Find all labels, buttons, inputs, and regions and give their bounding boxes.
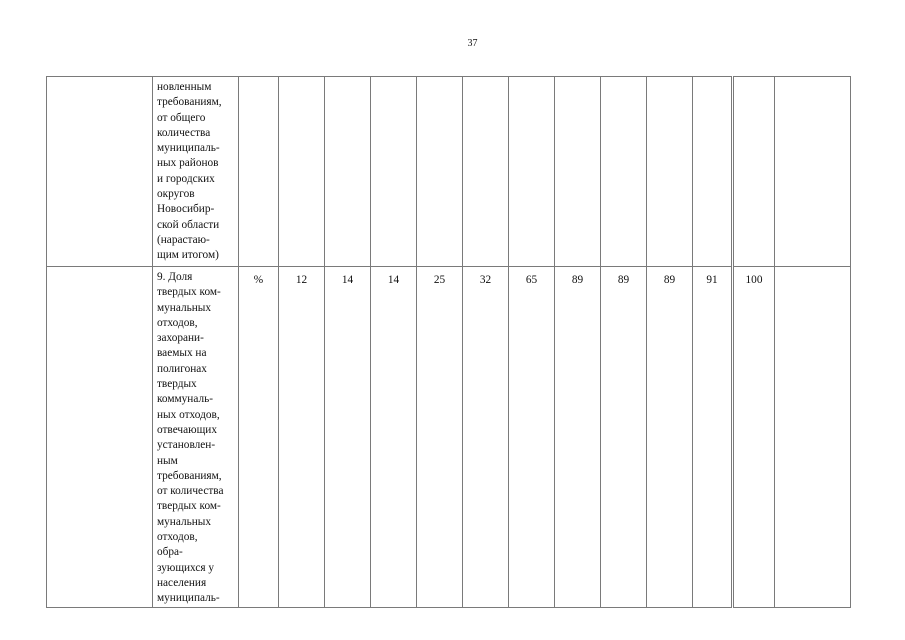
value-cell: 89: [647, 267, 693, 608]
value-cell: [555, 77, 601, 267]
table-row: [47, 77, 851, 267]
value-cell: [509, 77, 555, 267]
table-row: [47, 267, 851, 608]
index-cell: [47, 267, 153, 608]
value-cell: 91: [693, 267, 733, 608]
value-cell: 14: [325, 267, 371, 608]
value-cell: 12: [279, 267, 325, 608]
value-cell: 14: [371, 267, 417, 608]
value-cell: 25: [417, 267, 463, 608]
value-cell: [693, 77, 733, 267]
value-cell: [325, 77, 371, 267]
value-cell: [279, 77, 325, 267]
value-cell: 100: [733, 267, 775, 608]
indicator-description: новленным требованиям, от общего количества муниципаль- ных районов и городских округов Новосибир- ской области (нарастаю- щим итогом): [153, 77, 239, 267]
value-cell: 65: [509, 267, 555, 608]
value-cell: [417, 77, 463, 267]
indicator-description: 9. Доля твердых ком- мунальных отходов, захорани- ваемых на полигонах твердых коммуналь- ных отходов, отвечающих установлен- ным требованиям, от количества твердых ком- мунальных отходов, обра- зующихся у населения муниципаль-: [153, 267, 239, 608]
unit-cell: [239, 77, 279, 267]
value-cell: [647, 77, 693, 267]
indicators-table: [46, 76, 851, 608]
value-cell: [601, 77, 647, 267]
value-cell: [775, 77, 851, 267]
value-cell: 89: [555, 267, 601, 608]
value-cell: 32: [463, 267, 509, 608]
page-number: 37: [467, 38, 478, 49]
value-cell: 89: [601, 267, 647, 608]
index-cell: [47, 77, 153, 267]
value-cell: [463, 77, 509, 267]
unit-cell: %: [239, 267, 279, 608]
value-cell: [733, 77, 775, 267]
value-cell: [371, 77, 417, 267]
value-cell: [775, 267, 851, 608]
